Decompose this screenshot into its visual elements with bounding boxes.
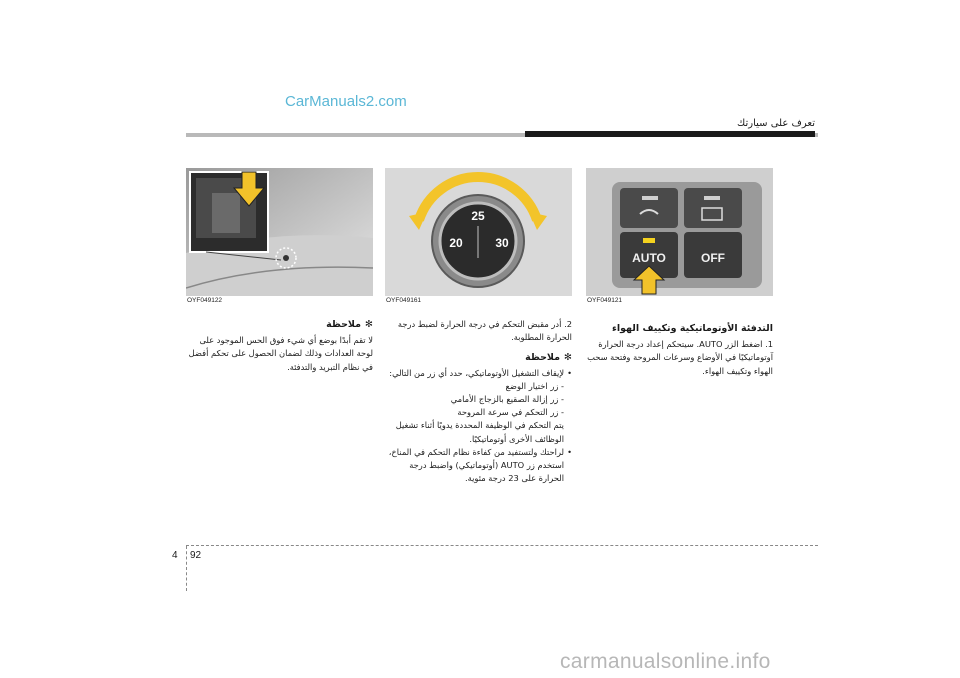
figure-sensor (186, 168, 373, 296)
knob-label-25: 25 (471, 209, 485, 223)
knob-label-30: 30 (495, 236, 509, 250)
figure-code: OYF049161 (386, 297, 422, 304)
header-rule-dark (525, 131, 815, 137)
off-button-label: OFF (701, 251, 725, 265)
note-dash-item: - زر إزالة الصقيع بالزجاج الأمامي (450, 394, 564, 405)
chapter-number: 4 (172, 550, 178, 561)
note-bullet: • لراحتك ولتستفيد من كفاءة نظام التحكم في المناخ، استخدم زر AUTO (أوتوماتيكي) واضبط درجة الحرارة على 23 درجة مئوية. (385, 446, 572, 486)
note-heading: ✻ملاحظة (525, 352, 572, 364)
note-bullet: • لإيقاف التشغيل الأوتوماتيكي، حدد أي زر من التالي: (385, 367, 572, 380)
note-star-icon: ✻ (365, 319, 373, 330)
section-title: تعرف على سيارتك (737, 118, 815, 129)
temp-knob-illustration (385, 168, 572, 296)
step-2: 2. أدر مقبض التحكم في درجة الحرارة لضبط درجة الحرارة المطلوبة. (397, 319, 572, 343)
figure-code: OYF049122 (187, 297, 223, 304)
footer-divider (186, 546, 187, 591)
note-star-icon: ✻ (564, 352, 572, 364)
note-dash-item: - زر التحكم في سرعة المروحة (457, 407, 564, 418)
left-column (186, 318, 373, 374)
watermark-bottom: carmanualsonline.info (560, 650, 771, 673)
page-number: 92 (190, 550, 202, 561)
section-heading: التدفئة الأوتوماتيكية وتكييف الهواء (611, 323, 773, 334)
right-column (587, 322, 773, 378)
figure-buttons (586, 168, 773, 296)
middle-column (385, 318, 572, 485)
auto-button-label: AUTO (632, 251, 666, 265)
note-bullet-tail: يتم التحكم في الوظيفة المحددة يدويًا أثناء تشغيل الوظائف الأخرى أوتوماتيكيًا. (395, 420, 564, 444)
figure-knob (385, 168, 572, 296)
watermark-top: CarManuals2.com (285, 93, 407, 110)
auto-indicator-led (643, 238, 655, 243)
bullet-icon: • (567, 446, 572, 457)
knob-label-20: 20 (449, 236, 463, 250)
figure-code: OYF049121 (587, 297, 623, 304)
note-dash-item: - زر اختيار الوضع (505, 380, 564, 391)
bullet-icon: • (567, 367, 572, 378)
footer-rule (186, 545, 818, 546)
sensor-illustration (186, 168, 373, 296)
climate-buttons-illustration (586, 168, 773, 296)
note-heading: ✻ملاحظة (326, 319, 373, 330)
step-1: 1. اضغط الزر AUTO. سيتحكم إعداد درجة الحرارة آوتوماتيكيًا في الأوضاع وسرعات المروحة وفتحة سحب الهواء وتكييف الهواء. (587, 339, 773, 376)
note-text: لا تقم أبدًا بوضع أي شيء فوق الحس الموجود على لوحة العدادات وذلك لضمان الحصول على تحكم أفضل في نظام التبريد والتدفئة. (188, 335, 373, 372)
